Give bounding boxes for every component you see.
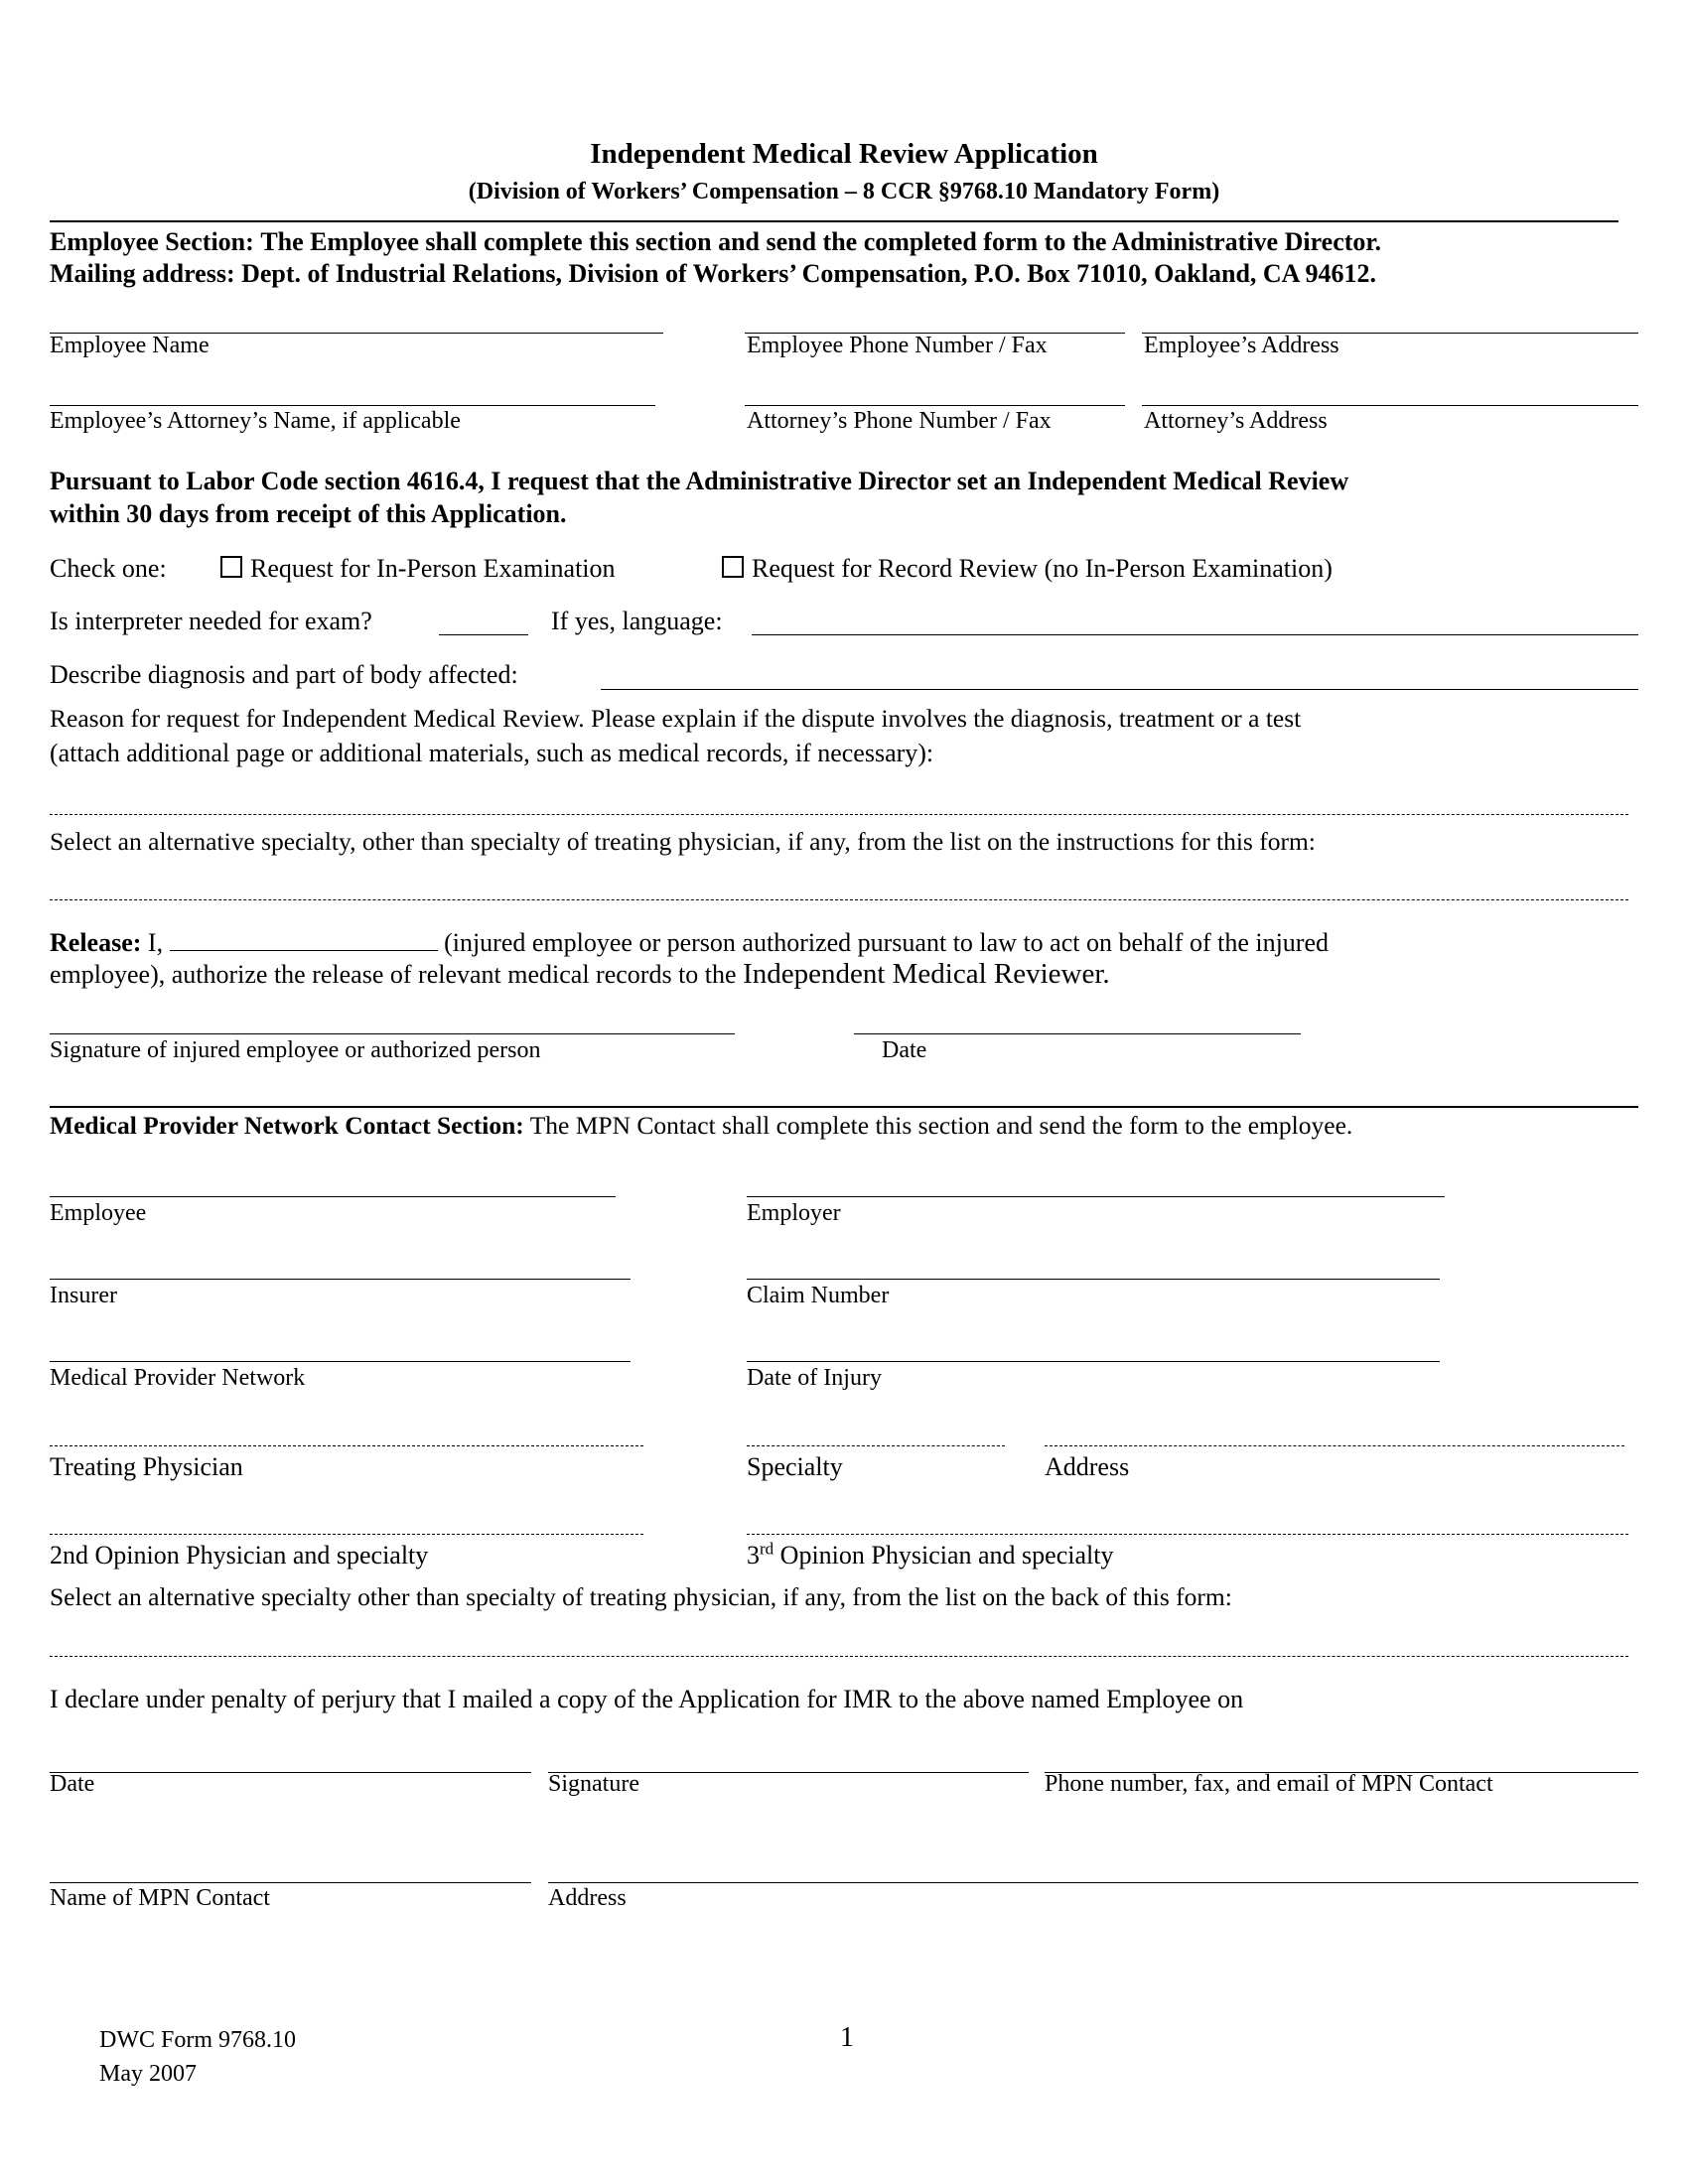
specialty-label: Specialty bbox=[747, 1452, 843, 1481]
attorney-address-label: Attorney’s Address bbox=[1144, 408, 1328, 434]
record-review-checkbox[interactable] bbox=[722, 556, 744, 578]
title-divider bbox=[50, 220, 1618, 222]
attorney-name-label: Employee’s Attorney’s Name, if applicable bbox=[50, 408, 461, 434]
in-person-option[interactable]: Request for In-Person Examination bbox=[220, 554, 616, 584]
employee-phone-label: Employee Phone Number / Fax bbox=[747, 333, 1048, 358]
mpn-field[interactable] bbox=[50, 1361, 631, 1362]
footer-form-number: DWC Form 9768.10 bbox=[99, 2027, 296, 2053]
language-label: If yes, language: bbox=[551, 607, 723, 635]
third-opinion-label: 3rd Opinion Physician and specialty bbox=[747, 1539, 1114, 1570]
form-title: Independent Medical Review Application bbox=[590, 138, 1098, 170]
mpn-contact-address-label: Address bbox=[548, 1885, 627, 1911]
date-of-injury-label: Date of Injury bbox=[747, 1365, 882, 1391]
in-person-checkbox[interactable] bbox=[220, 556, 242, 578]
footer-form-date: May 2007 bbox=[99, 2061, 197, 2087]
mpn-section-divider bbox=[50, 1106, 1638, 1108]
reason-line2: (attach additional page or additional materials, such as medical records, if necessary): bbox=[50, 739, 934, 767]
insurer-label: Insurer bbox=[50, 1283, 117, 1308]
mpn-alt-specialty-label: Select an alternative specialty other than specialty of treating physician, if any, from the list on the back of this form: bbox=[50, 1582, 1232, 1611]
mpn-date-field[interactable] bbox=[50, 1772, 531, 1773]
date-field[interactable] bbox=[854, 1033, 1301, 1034]
interpreter-field[interactable] bbox=[439, 634, 528, 635]
claim-number-label: Claim Number bbox=[747, 1283, 890, 1308]
treating-physician-label: Treating Physician bbox=[50, 1452, 243, 1481]
claim-number-field[interactable] bbox=[747, 1279, 1440, 1280]
release-line2: employee), authorize the release of relevant medical records to the Independent Medical Reviewer. bbox=[50, 958, 1110, 990]
check-one-label: Check one: bbox=[50, 554, 167, 583]
request-statement-line1: Pursuant to Labor Code section 4616.4, I request that the Administrative Director set an Independent Medical Review bbox=[50, 467, 1349, 495]
declaration-text: I declare under penalty of perjury that I mailed a copy of the Application for IMR to the above named Employee on bbox=[50, 1685, 1244, 1713]
form-subtitle: (Division of Workers’ Compensation – 8 CCR §9768.10 Mandatory Form) bbox=[468, 179, 1220, 205]
address-label: Address bbox=[1045, 1452, 1130, 1481]
record-review-option[interactable]: Request for Record Review (no In-Person Examination) bbox=[722, 554, 1333, 584]
employee-address-label: Employee’s Address bbox=[1144, 333, 1339, 358]
mpn-contact-address-field[interactable] bbox=[548, 1882, 1638, 1883]
specialty-field[interactable] bbox=[747, 1445, 1005, 1446]
employee-section-heading: Employee Section: The Employee shall complete this section and send the completed form to the Administrative Director. bbox=[50, 227, 1382, 256]
treating-physician-field[interactable] bbox=[50, 1445, 643, 1446]
alt-specialty-field[interactable] bbox=[50, 899, 1628, 900]
mpn-contact-name-label: Name of MPN Contact bbox=[50, 1885, 270, 1911]
employer-field[interactable] bbox=[747, 1196, 1445, 1197]
mailing-address: Mailing address: Dept. of Industrial Relations, Division of Workers’ Compensation, P.O. Box 71010, Oakland, CA 94612. bbox=[50, 259, 1377, 288]
attorney-phone-label: Attorney’s Phone Number / Fax bbox=[747, 408, 1052, 434]
mpn-label: Medical Provider Network bbox=[50, 1365, 306, 1391]
mpn-employee-label: Employee bbox=[50, 1200, 147, 1226]
second-opinion-field[interactable] bbox=[50, 1534, 643, 1535]
reason-line1: Reason for request for Independent Medical Review. Please explain if the dispute involves the diagnosis, treatment or a test bbox=[50, 704, 1302, 733]
signature-label: Signature of injured employee or authorized person bbox=[50, 1037, 541, 1063]
mpn-signature-label: Signature bbox=[548, 1771, 639, 1797]
mpn-date-label: Date bbox=[50, 1771, 95, 1797]
language-field[interactable] bbox=[752, 634, 1638, 635]
mpn-employee-field[interactable] bbox=[50, 1196, 616, 1197]
mpn-alt-specialty-field[interactable] bbox=[50, 1656, 1628, 1657]
second-opinion-label: 2nd Opinion Physician and specialty bbox=[50, 1541, 429, 1570]
employee-name-label: Employee Name bbox=[50, 333, 210, 358]
insurer-field[interactable] bbox=[50, 1279, 631, 1280]
diagnosis-field[interactable] bbox=[601, 689, 1638, 690]
third-opinion-field[interactable] bbox=[747, 1534, 1628, 1535]
diagnosis-label: Describe diagnosis and part of body affected: bbox=[50, 660, 518, 689]
release-name-field[interactable] bbox=[170, 928, 438, 951]
mpn-section-heading: Medical Provider Network Contact Section: The MPN Contact shall complete this section and send the form to the employee. bbox=[50, 1111, 1353, 1140]
signature-field[interactable] bbox=[50, 1033, 735, 1034]
date-label: Date bbox=[882, 1037, 927, 1063]
address-field[interactable] bbox=[1045, 1445, 1624, 1446]
reason-field[interactable] bbox=[50, 814, 1628, 815]
release-line1: Release: I, (injured employee or person authorized pursuant to law to act on behalf of the injured bbox=[50, 928, 1330, 957]
mpn-contact-phone-label: Phone number, fax, and email of MPN Contact bbox=[1045, 1771, 1493, 1797]
employer-label: Employer bbox=[747, 1200, 841, 1226]
request-statement-line2: within 30 days from receipt of this Application. bbox=[50, 499, 567, 528]
interpreter-label: Is interpreter needed for exam? bbox=[50, 607, 372, 635]
date-of-injury-field[interactable] bbox=[747, 1361, 1440, 1362]
alt-specialty-label: Select an alternative specialty, other than specialty of treating physician, if any, from the list on the instructions for this form: bbox=[50, 827, 1316, 856]
page-number: 1 bbox=[840, 2022, 854, 2053]
